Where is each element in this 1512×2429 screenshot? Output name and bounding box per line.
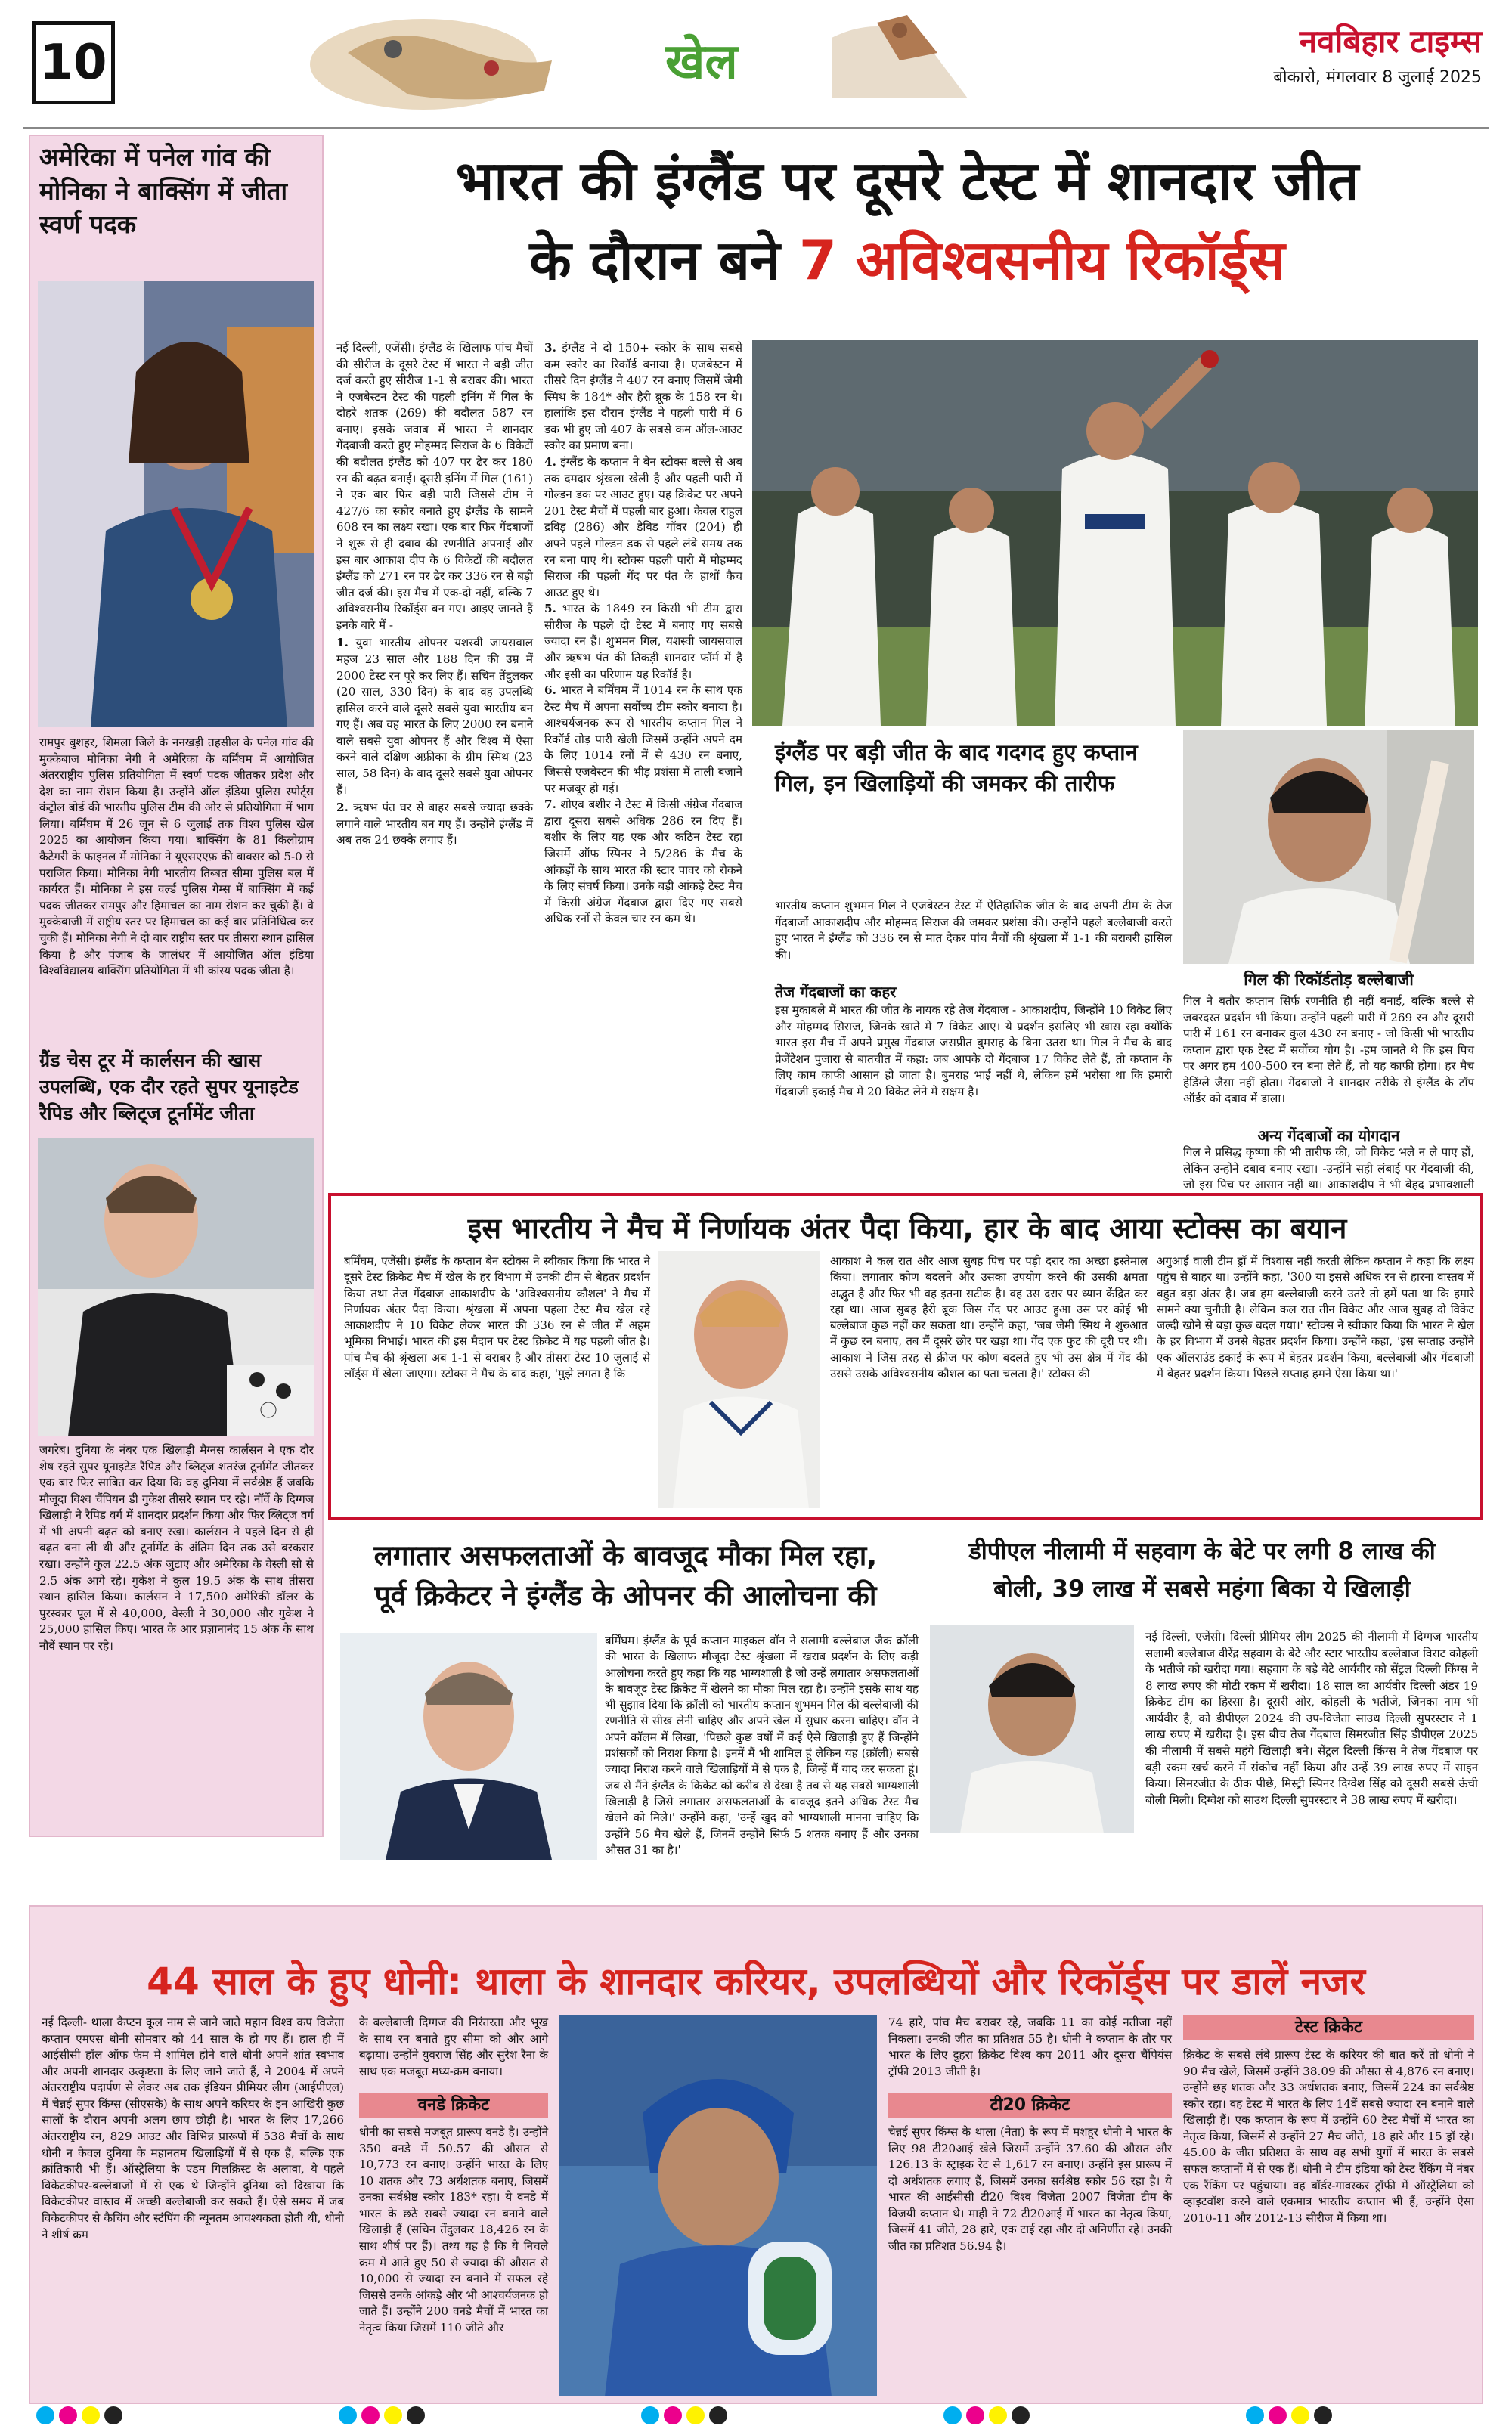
record-item: 5. भारत के 1849 रन किसी भी टीम द्वारा सीरीज के पहले दो टेस्ट में बनाए गए सबसे ज्यादा रन हैं। शुभमन गिल, यशस्वी जायसवाल और ऋषभ पंत की तिकड़ी शानदार फॉर्म में है और इसी का परिणाम यह रिकॉर्ड है।	[544, 602, 743, 681]
record-item: 7. शोएब बशीर ने टेस्ट में किसी अंग्रेज गेंदबाज द्वारा दूसरा सबसे अधिक 286 रन दिए हैं। बशीर के लिए यह एक और कठिन टेस्ट रहा जिसमें ऑफ स्पिनर ने 5/286 के मैच के आंकड़ों के साथ भारत की स्टार पावर को रोकने के लिए संघर्ष किया। उनके बड़ी आंकड़े टेस्ट मैच में किसी अंग्रेज गेंदबाज द्वारा दिए गए सबसे अधिक रनों से केवल चार रन कम थे।	[544, 798, 742, 926]
monika-article-body: रामपुर बुशहर, शिमला जिले के ननखड़ी तहसील के पनेल गांव की मुक्केबाज मोनिका नेगी ने अमेरिका के बर्मिंघम में आयोजित अंतरराष्ट्रीय पुलिस प्रतियोगिता में स्वर्ण पदक जीतकर प्रदेश और देश का नाम रोशन किया है। उन्होंने ऑल इंडिया पुलिस स्पोर्ट्स कंट्रोल बोर्ड की भारतीय पुलिस टीम की ओर से प्रतियोगिता में भाग लिया। बर्मिंघम में 26 जून से 6 जुलाई तक विश्व पुलिस खेल 2025 का आयोजन किया गया। बाक्सिंग के 81 किलोग्राम कैटेगरी के फाइनल में मोनिका ने यूएसएएफ़ की बाक्सर को 5-0 से पराजित किया। मोनिका नेगी भारतीय तिब्बत सीमा पुलिस बल में कार्यरत हैं। मोनिका ने इस वर्ल्ड पुलिस गेम्स में बाक्सिंग में कई पदक जीतकर रामपुर और हिमाचल का नाम रोशन कर चुकी हैं। वे मुक्केबाजी में राष्ट्रीय स्तर पर हिमाचल का कई बार प्रतिनिधित्व कर चुकी हैं। मोनिका नेगी ने दो बार राष्ट्रीय स्तर पर तीसरा स्थान हासिल किया है और पंजाब के जालंधर में आयोजित ऑल इंडिया विश्वविद्यालय बाक्सिंग प्रतियोगिता में भी कांस्य पदक जीता है।	[39, 736, 314, 978]
dhoni-col3-top: 74 हारे, पांच मैच बराबर रहे, जबकि 11 का कोई नतीजा नहीं निकला। उनकी जीत का प्रतिशत 55 है। धोनी ने कप्तान के तौर पर भारत के लिए दुहरा क्रिकेट विश्व कप 2011 और दूसरा चैंपियंस ट्रॉफी 2013 जीती है।	[888, 2015, 1172, 2078]
masthead-title: नवबिहार टाइम्स	[1299, 23, 1482, 60]
dhoni-headline: 44 साल के हुए धोनी: थाला के शानदार करियर, उपलब्धियों और रिकॉर्ड्स पर डालें नजर	[147, 1960, 1365, 2003]
dateline: बोकारो, मंगलवार 8 जुलाई 2025	[1273, 68, 1482, 87]
aryavir-photo	[930, 1625, 1134, 1833]
masthead	[1273, 19, 1482, 88]
carlsen-headline: ग्रैंड चेस टूर में कार्लसन की खास उपलब्धि, एक दौर रहते सुपर यूनाइटेड रैपिड और ब्लिट्ज टूर्नामेंट जीता	[39, 1049, 299, 1124]
dhoni-col2-top: के बल्लेबाजी दिग्गज की निरंतरता और भूख के साथ रन बनाते हुए सीमा को और आगे बढ़ाया। उन्होंने युवराज सिंह और सुरेश रैना के साथ एक मजबूत मध्य-क्रम बनाया।	[359, 2015, 548, 2078]
record-item: 4. इंग्लैंड के कप्तान ने बेन स्टोक्स बल्ले से अब तक दमदार श्रृंखला खेली है और पहली पारी में गोल्डन डक पर आउट हुए। यह क्रिकेट पर अपने 201 टेस्ट मैचों में पहली बार हुआ। केवल राहुल द्रविड़ (286) और डेविड गॉवर (204) ही अपने पहले गोल्डन डक से पहले लंबे समय तक रन बना पाए थे। स्टोक्स पहली पारी में मोहम्मद सिराज की पहली गेंद पर पंत के हाथों कैच आउट हुए थे।	[544, 455, 743, 600]
record-item: 1. युवा भारतीय ओपनर यशस्वी जायसवाल महज 23 साल और 188 दिन की उम्र में 2000 टेस्ट रन पूरे कर लिए हैं। सचिन तेंदुलकर (20 साल, 330 दिन) के बाद वह उपलब्धि हासिल करने वाले दूसरे सबसे युवा भारतीय बन गए हैं। अब वह भारत के लिए 2000 रन बनाने वाले सबसे युवा ओपनर हैं और विश्व में ऐसा करने वाले दक्षिण अफ्रीका के ग्रीम स्मिथ (23 साल, 58 दिन) के बाद दूसरे सबसे युवा ओपनर हैं।	[336, 636, 533, 797]
dhoni-col1: नई दिल्ली- थाला कैप्टन कूल नाम से जाने जाते महान विश्व कप विजेता कप्तान एमएस धोनी सोमवार को 44 साल के हो गए हैं। हाल ही में आईसीसी हॉल ऑफ फेम में शामिल होने वाले धोनी अपने शांत स्वभाव और अपनी शानदार उत्कृष्टता के लिए जाने जाते हैं, ने 2004 में अपने अंतरराष्ट्रीय पदार्पण से लेकर अब तक इंडियन प्रीमियर लीग (आईपीएल) में चेन्नई सुपर किंग्स (सीएसके) के साथ अपने करियर के इन आखिरी कुछ सालों के दौरान अपनी अलग छाप छोड़ी है। भारत के लिए 17,266 अंतरराष्ट्रीय रन, 829 आउट और विभिन्न प्रारूपों में 538 मैचों के साथ धोनी न केवल दुनिया के महानतम खिलाड़ियों में से एक हैं, बल्कि एक क्रांतिकारी भी हैं। ऑस्ट्रेलिया के एडम गिलक्रिस्ट के अलावा, ये पहले विकेटकीपर-बल्लेबाजों में से एक थे जिन्होंने दुनिया को दिखाया कि विकेटकीपर वास्तव में अच्छी बल्लेबाजी कर सकते हैं। ऐसे समय में जब विकेटकीपर से कैचिंग और स्टंपिंग की न्यूनतम आवश्यकता होती थी, धोनी ने शीर्ष क्रम	[42, 2015, 344, 2242]
t20-subheading: टी20 क्रिकेट	[888, 2093, 1172, 2118]
record-item: 3. इंग्लैंड ने दो 150+ स्कोर के साथ सबसे कम स्कोर का रिकॉर्ड बनाया है। एजबेस्टन में तीसरे दिन इंग्लैंड ने 407 रन बनाए जिसमें जेमी स्मिथ के 184* और हैरी ब्रूक के 158 रन थे। हालांकि इस दौरान इंग्लैंड ने पहली पारी में 6 डक भी हुए जो 407 के सबसे कम ऑल-आउट स्कोर का प्रमाण बना।	[544, 341, 742, 453]
stokes-photo	[658, 1251, 820, 1508]
vaughan-photo	[340, 1633, 597, 1860]
record-item: 6. भारत ने बर्मिंघम में 1014 रन के साथ एक टेस्ट मैच में अपना सर्वोच्च टीम स्कोर बनाया है। आश्चर्यजनक रूप से भारतीय कप्तान गिल ने रिकॉर्ड तोड़ पारी खेली जिसमें उन्होंने अपने दम के लिए 1014 रनों में से 430 रन बनाए, जिससे एजबेस्टन की भीड़ प्रशंसा में ताली बजाने पर मजबूर हो गई।	[544, 683, 742, 795]
main-article-col2	[544, 340, 742, 928]
main-headline-line1: भारत की इंग्लैंड पर दूसरे टेस्ट में शानदार जीत	[455, 149, 1359, 212]
header-divider	[23, 127, 1489, 129]
dhoni-col3-t20: चेन्नई सुपर किंग्स के थाला (नेता) के रूप में मशहूर धोनी ने भारत के लिए 98 टी20आई खेले जिसमें उन्होंने 37.60 की औसत और 126.13 के स्ट्राइक रेट से 1,617 रन बनाए। उन्होंने इस प्रारूप में दो अर्धशतक लगाए हैं, जिसमें उनका सर्वश्रेष्ठ स्कोर 56 रहा है। ये भारत की आईसीसी टी20 विश्व विजेता 2007 विजेता टीम के विजयी कप्तान थे। माही ने 72 टी20आई में भारत का नेतृत्व किया, जिसमें 41 जीते, 28 हारे, एक टाई रहा और दो अनिर्णीत रहे। उनकी जीत का प्रतिशत 56.94 है।	[888, 2125, 1172, 2254]
stokes-col3: अगुआई वाली टीम ड्रॉ में विश्वास नहीं करती लेकिन कप्तान ने कहा कि लक्ष्य पहुंच से बाहर था। उन्होंने कहा, '300 या इससे अधिक रन से हारना वास्तव में बहुत बड़ा अंतर है। जब हम बल्लेबाजी करने उतरे तो हमें पता था कि हमारे सामने क्या चुनौती है। लेकिन कल रात तीन विकेट और आज सुबह दो विकेट जल्दी खोने से बड़ा कुछ बदल गया।' स्टोक्स ने स्वीकार किया कि भारत ने खेल के हर विभाग में उनसे बेहतर प्रदर्शन किया। उन्होंने कहा, 'इस सप्ताह उन्होंने एक ऑलराउंड इकाई के रूप में बेहतर प्रदर्शन किया, बल्लेबाजी और गेंदबाजी में बेहतर प्रदर्शन किया। पिछले सप्ताह हमने ऐसा किया था।'	[1157, 1254, 1474, 1381]
dhoni-col2-odi: धोनी का सबसे मजबूत प्रारूप वनडे है। उन्होंने 350 वनडे में 50.57 की औसत से 10,773 रन बनाए। उन्होंने भारत के लिए 10 शतक और 73 अर्धशतक बनाए, जिसमें उनका सर्वश्रेष्ठ स्कोर 183* रहा। ये वनडे में भारत के छठे सबसे ज्यादा रन बनाने वाले खिलाड़ी हैं (सचिन तेंदुलकर 18,426 रन के साथ शीर्ष पर हैं)। तथ्य यह है कि ये निचले क्रम में आते हुए 50 से ज्यादा की औसत से 10,000 से ज्यादा रन बनाने में सफल रहे जिससे उनके आंकड़े और भी आश्चर्यजनक हो जाते हैं। उन्होंने 200 वनडे मैचों में भारत का नेतृत्व किया जिसमें 110 जीते और	[359, 2125, 548, 2335]
team-celebration-photo	[752, 340, 1478, 726]
dhoni-col4-test: क्रिकेट के सबसे लंबे प्रारूप टेस्ट के करियर की बात करें तो धोनी ने 90 मैच खेले, जिसमें उन्होंने 38.09 की औसत से 4,876 रन बनाए। उन्होंने छह शतक और 33 अर्धशतक बनाए, जिसमें 224 का सर्वश्रेष्ठ स्कोर रहा। वह टेस्ट में भारत के लिए 14वें सबसे ज्यादा रन बनाने वाले खिलाड़ी हैं। एक कप्तान के रूप में उन्होंने 60 टेस्ट मैचों में भारत का नेतृत्व किया, जिसमें से उन्होंने 27 मैच जीते, 18 हारे और 15 ड्रॉ रहे। 45.00 के जीत प्रतिशत के साथ वह सभी युगों में भारत के सबसे सफल कप्तानों में से एक हैं। धोनी ने टीम इंडिया को टेस्ट रैंकिंग में नंबर एक रैंकिंग पर पहुंचाया। वह बॉर्डर-गावस्कर ट्रॉफी में ऑस्ट्रेलिया को व्हाइटवॉश करने वाले एकमात्र भारतीय कप्तान भी हैं, उन्होंने ऐसा 2010-11 और 2012-13 सीरीज में किया था।	[1183, 2048, 1474, 2225]
gill-body-4: गिल ने प्रसिद्ध कृष्णा की भी तारीफ की, जो विकेट भले न ले पाए हों, लेकिन उन्होंने दबाव बनाए रखा। -उन्होंने सही लंबाई पर गेंदबाजी की, जो इस पिच पर आसान नहीं था। आकाशदीप ने भी बेहद प्रभावशाली	[1183, 1145, 1474, 1192]
test-subheading: टेस्ट क्रिकेट	[1183, 2015, 1474, 2040]
gill-subheading-pacers: तेज गेंदबाजों का कहर	[775, 983, 897, 1001]
vaughan-article-body: बर्मिंघम। इंग्लैंड के पूर्व कप्तान माइकल वॉन ने सलामी बल्लेबाज जैक क्रॉली की भारत के खिलाफ मौजूदा टेस्ट श्रृंखला में खराब प्रदर्शन के लिए कड़ी आलोचना करते हुए कहा कि यह भाग्यशाली है जो उन्हें लगातार असफलताओं के बावजूद टेस्ट क्रिकेट में खेलने का मौका मिल रहा है। उन्होंने इसके साथ यह भी सुझाव दिया कि क्रॉली को भारतीय कप्तान शुभमन गिल की बल्लेबाजी की रणनीति से सीख लेनी चाहिए और अपने खेल में सुधार करना चाहिए। वॉन ने अपने कॉलम में लिखा, 'पिछले कुछ वर्षों में कई ऐसे खिलाड़ी हुए हैं जिन्होंने प्रशंसकों को निराश किया है। इनमें मैं भी शामिल हूं लेकिन यह (क्रॉली) सबसे ज्यादा निराश करने वाले खिलाड़ियों में से एक है, जिन्हें मैं याद कर सकता हूं। जब से मैंने इंग्लैंड के क्रिकेट को करीब से देखा है तब से यह सबसे भाग्यशाली खिलाड़ी है जिसे लगातार असफलताओं के बावजूद इतने अधिक टेस्ट मैच खेलने को मिले।' उन्होंने कहा, 'उन्हें खुद को भाग्यशाली मानना चाहिए कि उन्होंने 56 मैच खेले हैं, जिनमें उन्होंने सिर्फ 5 शतक बनाए हैं और उनका औसत 31 का है।'	[605, 1634, 919, 1857]
gill-subheading-bowlers: अन्य गेंदबाजों का योगदान	[1257, 1126, 1400, 1145]
section-title: खेल	[665, 34, 738, 90]
vaughan-headline-line1: लगातार असफलताओं के बावजूद मौका मिल रहा,	[373, 1539, 878, 1572]
page-number: 10	[32, 21, 115, 104]
gill-body-3: गिल ने बतौर कप्तान सिर्फ रणनीति ही नहीं बनाई, बल्कि बल्ले से जबरदस्त प्रदर्शन भी किया। उन्होंने पहली पारी में 269 रन और दूसरी पारी में 161 रन बनाकर कुल 430 रन बनाए - जो किसी भी भारतीय कप्तान द्वारा एक टेस्ट में सर्वोच्च योग है। -हम जानते थे कि इस पिच पर अगर हम 400-500 रन बना लेते हैं, तो यह काफी होगा। हर मैच हेडिंग्ले जैसा नहीं होता। गेंदबाजों ने शानदार तरीके से इंग्लैंड के टॉप ऑर्डर को दबाव में डाला।	[1183, 994, 1474, 1106]
monika-photo	[38, 281, 314, 727]
page-header	[0, 0, 1512, 129]
dpl-headline-line1: डीपीएल नीलामी में सहवाग के बेटे पर लगी 8 लाख की	[968, 1538, 1436, 1565]
vaughan-headline-line2: पूर्व क्रिकेटर ने इंग्लैंड के ओपनर की आलोचना की	[374, 1579, 877, 1612]
stokes-col2: आकाश ने कल रात और आज सुबह पिच पर पड़ी दरार का अच्छा इस्तेमाल किया। लगातार कोण बदलने और उसका उपयोग करने की उसकी क्षमता अद्भुत है और फिर भी वह इतना सटीक है। वह उस दरार पर ध्यान केंद्रित कर रहा था। आज सुबह हैरी ब्रूक जिस गेंद पर आउट हुआ उस पर कोई भी बल्लेबाज कुछ नहीं कर सकता था। उन्होंने कहा, 'जब जेमी स्मिथ ने शुरुआत में कुछ रन बनाए, तब मैं दूसरे छोर पर खड़ा था। गेंद एक फुट की दूरी पर थी। आकाश ने जिस तरह से क्रीज पर कोण बदलते हुए भी उस क्षेत्र में गेंद की उससे उसके अविश्वसनीय कौशल का पता चलता है।' स्टोक्स की	[830, 1254, 1148, 1381]
record-item: 2. ऋषभ पंत घर से बाहर सबसे ज्यादा छक्के लगाने वाले भारतीय बन गए हैं। उन्होंने इंग्लैंड में अब तक 24 छक्के लगाए हैं।	[336, 801, 534, 847]
stokes-headline: इस भारतीय ने मैच में निर्णायक अंतर पैदा किया, हार के बाद आया स्टोक्स का बयान	[467, 1212, 1347, 1245]
main-headline-line2	[336, 228, 1478, 292]
dpl-headline-line2: बोली, 39 लाख में सबसे महंगा बिका ये खिलाड़ी	[993, 1575, 1411, 1603]
record-list-b	[544, 340, 742, 928]
gill-photo-caption: गिल की रिकॉर्डतोड़ बल्लेबाजी	[1244, 971, 1414, 989]
main-article-col1	[336, 340, 533, 850]
main-headline-red: 7 अविश्वसनीय रिकॉर्ड्स	[798, 228, 1285, 292]
gill-body-2: इस मुकाबले में भारत की जीत के नायक रहे तेज गेंदबाज - आकाशदीप, जिन्होंने 10 विकेट लिए और मोहम्मद सिराज, जिनके खाते में 7 विकेट आए। ये प्रदर्शन इसलिए भी खास रहा क्योंकि भारत इस मैच में अपने प्रमुख गेंदबाज जसप्रीत बुमराह के बिना उतरा था। गिल ने मैच के बाद प्रेजेंटेशन पुजारा से बातचीत में कहा: जब आपके दो गेंदबाज 17 विकेट लेते हैं, तो कप्तान के लिए काम काफी आसान हो जाता है। बुमराह भाई नहीं थे, लेकिन हमें भरोसा था कि हमारी गेंदबाजी इकाई मैच में 20 विकेट लेने में सक्षम है।	[775, 1003, 1172, 1098]
gill-headline: इंग्लैंड पर बड़ी जीत के बाद गदगद हुए कप्तान गिल, इन खिलाड़ियों की जमकर की तारीफ	[775, 739, 1138, 796]
main-headline-prefix: के दौरान बने	[529, 228, 799, 292]
print-registration-marks	[0, 2404, 1512, 2427]
carlsen-photo	[38, 1138, 314, 1436]
stokes-col1: बर्मिंघम, एजेंसी। इंग्लैंड के कप्तान बेन स्टोक्स ने स्वीकार किया कि भारत ने दूसरे टेस्ट क्रिकेट मैच में खेल के हर विभाग में उनकी टीम से बेहतर प्रदर्शन किया तथा तेज गेंदबाज आकाशदीप के 'अविश्वसनीय कौशल' ने मैच में निर्णायक अंतर पैदा किया। श्रृंखला में अपना पहला टेस्ट मैच खेल रहे आकाशदीप ने 10 विकेट लेकर भारत की 336 रन से जीत में अहम भूमिका निभाई। भारत की इस मैदान पर टेस्ट क्रिकेट में यह पहली जीत है। पांच मैच की श्रृंखला अब 1-1 से बराबर है और तीसरा टेस्ट 10 जुलाई से लॉर्ड्स में खेला जाएगा। स्टोक्स ने मैच के बाद कहा, 'मुझे लगता है कि	[344, 1254, 650, 1381]
gill-portrait-photo	[1183, 730, 1474, 964]
dhoni-photo	[559, 2015, 877, 2396]
odi-subheading: वनडे क्रिकेट	[359, 2093, 548, 2118]
gill-body-1: भारतीय कप्तान शुभमन गिल ने एजबेस्टन टेस्ट में ऐतिहासिक जीत के बाद अपनी टीम के तेज गेंदबाजों आकाशदीप और मोहम्मद सिराज की जमकर प्रशंसा की। उन्होंने पहले बल्लेबाजी करते हुए भारत ने इंग्लैंड को 336 रन से मात देकर पांच मैचों की श्रृंखला में 1-1 की बराबरी हासिल की।	[775, 899, 1172, 962]
dpl-article-body: नई दिल्ली, एजेंसी। दिल्ली प्रीमियर लीग 2025 की नीलामी में दिग्गज भारतीय सलामी बल्लेबाज वीरेंद्र सहवाग के बेटे और स्टार भारतीय बल्लेबाज विराट कोहली के भतीजे को खरीदा गया। सहवाग के बड़े बेटे आर्यवीर को सेंट्रल दिल्ली किंग्स ने 8 लाख रुपए की मोटी रकम में खरीदा। 18 साल का आर्यवीर दिल्ली अंडर 19 क्रिकेट टीम का हिस्सा है। दूसरी ओर, कोहली के भतीजे, जिनका नाम भी आर्यवीर है, को डीपीएल 2024 की उप-विजेता साउथ दिल्ली सुपरस्टार ने 1 लाख रुपए में खरीदा है। इस बीच तेज गेंदबाज सिमरजीत सिंह डीपीएल 2025 की नीलामी में सबसे महंगे खिलाड़ी बने। सेंट्रल दिल्ली किंग्स ने तेज गेंदबाज पर बड़ी रकम खर्च करने में संकोच नहीं किया और उन्हें 39 लाख रुपए में साइन किया। सिमरजीत के ठीक पीछे, मिस्ट्री स्पिनर दिग्वेश सिंह को दूसरी सबसे ऊंची बोली मिली। दिग्वेश को साउथ दिल्ली सुपरस्टार ने 38 लाख रुपए में खरीदा।	[1145, 1630, 1478, 1807]
record-list-a	[336, 635, 533, 849]
monika-headline: अमेरिका में पनेल गांव की मोनिका ने बाक्सिंग में जीता स्वर्ण पदक	[39, 142, 288, 240]
carlsen-article-body: जगरेब। दुनिया के नंबर एक खिलाड़ी मैग्नस कार्लसन ने एक दौर शेष रहते सुपर यूनाइटेड रैपिड और ब्लिट्ज शतरंज टूर्नामेंट जीतकर एक बार फिर साबित कर दिया कि वह दुनिया में सर्वश्रेष्ठ हैं जबकि मौजूदा विश्व चैंपियन डी गुकेश तीसरे स्थान पर रहे। नॉर्वे के दिग्गज खिलाड़ी ने रैपिड वर्ग में शानदार प्रदर्शन किया और फिर ब्लिट्ज वर्ग में भी अपनी बढ़त को बनाए रखा। कार्लसन ने पहले दिन से ही बढ़त बना ली थी और टूर्नामेंट के अंतिम दिन तक उसे बरकरार रखा। उन्होंने कुल 22.5 अंक जुटाए और अमेरिका के वेस्ली सो से 2.5 अंक आगे रहे। गुकेश ने कुल 19.5 अंक के साथ तीसरा स्थान हासिल किया। कार्लसन ने 17,500 अमेरिकी डॉलर के पुरस्कार पूल में से 40,000, वेस्ली ने 30,000 और गुकेश ने 25,000 हासिल किए। भारत के आर प्रज्ञानानंद 15 अंक के साथ नौवें स्थान पर रहे।	[39, 1443, 314, 1653]
main-intro: नई दिल्ली, एजेंसी। इंग्लैंड के खिलाफ पांच मैचों की सीरीज के दूसरे टेस्ट में भारत ने बड़ी जीत दर्ज करते हुए सीरीज 1-1 से बराबर की। भारत ने एजबेस्टन टेस्ट की पहली इनिंग में गिल के दोहरे शतक (269) की बदौलत 587 रन बनाए। इसके जवाब में भारत ने शानदार गेंदबाजी करते हुए मोहम्मद सिराज के 6 विकेटों की बदौलत इंग्लैंड को 407 पर ढेर कर 180 रन की बढ़त बनाई। दूसरी इनिंग में गिल (161) ने एक बार फिर बड़ी पारी जिससे टीम ने 427/6 का स्कोर बनाते हुए इंग्लैंड के सामने 608 रन का लक्ष्य रखा। एक बार फिर गेंदबाजों ने शुरू से ही दबाव की रणनीति अपनाई और इस बार आकाश दीप के 6 विकेटों की बदौलत इंग्लैंड को 271 रन पर ढेर कर 336 रन से बड़ी जीत दर्ज की। इस मैच में एक-दो नहीं, बल्कि 7 अविश्वसनीय रिकॉर्ड्स बन गए। आइए जानते हैं इनके बारे में -	[336, 341, 533, 632]
